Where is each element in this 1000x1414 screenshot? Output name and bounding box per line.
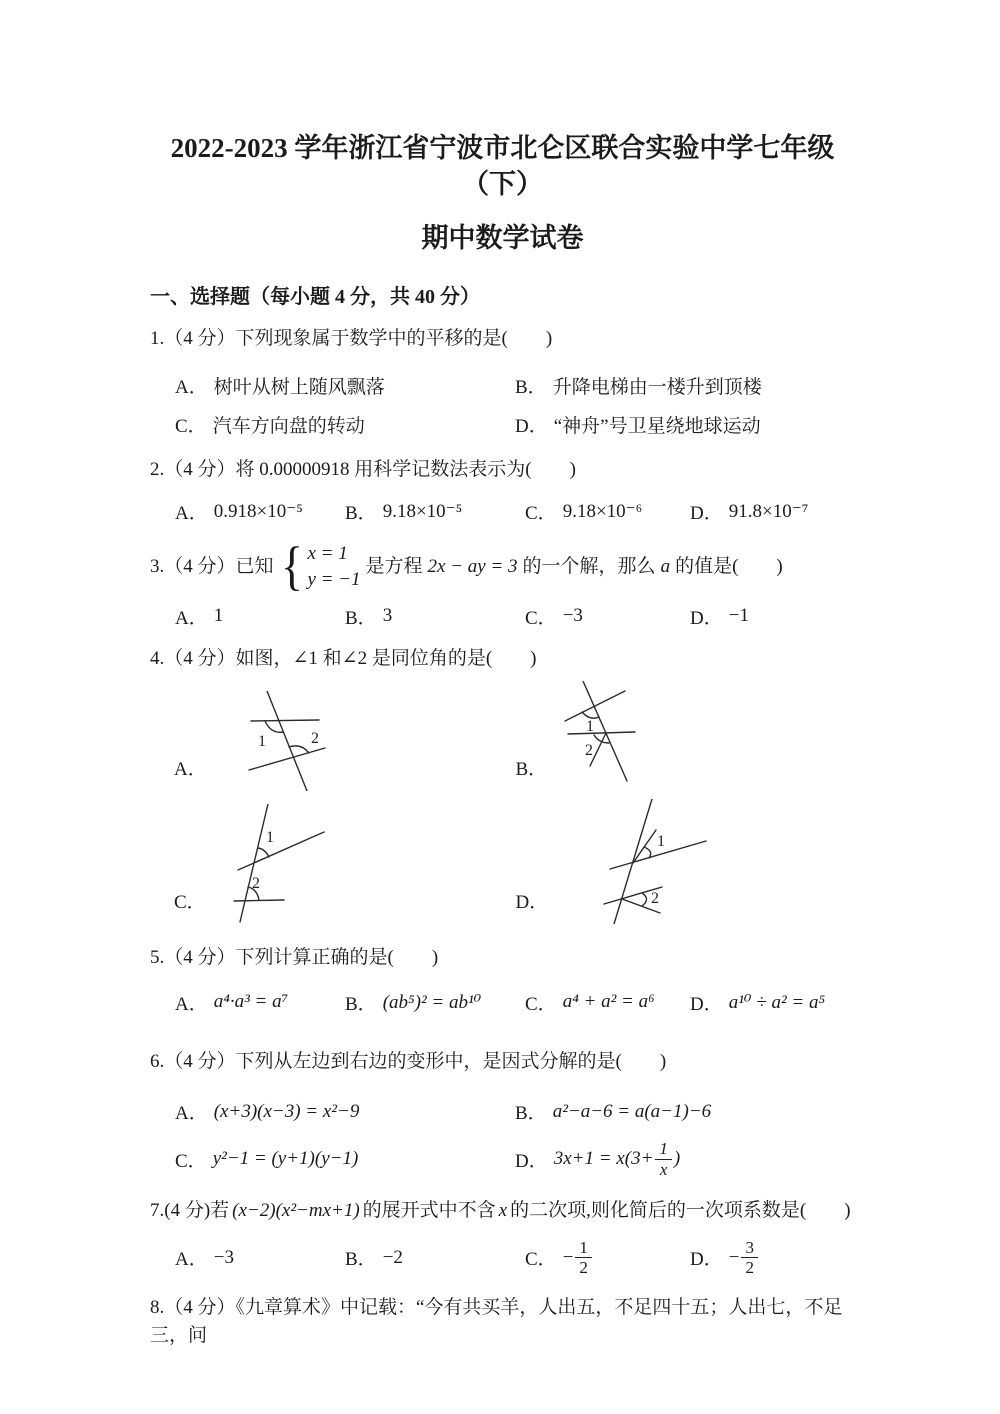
equation-system	[279, 536, 361, 596]
stem-variable: x	[498, 1200, 508, 1222]
option-text: “神舟”号卫星绕地球运动	[553, 415, 761, 437]
fraction-denominator: 2	[745, 1258, 754, 1278]
option-text: a¹⁰ ÷ a² = a⁵	[728, 991, 826, 1013]
angle-2-label: 2	[310, 730, 319, 748]
option-d	[515, 1139, 855, 1179]
option-c	[175, 1146, 515, 1173]
question-7-options	[150, 1238, 855, 1278]
fraction-numerator: 1	[655, 1139, 672, 1160]
minus-sign: −	[562, 1246, 574, 1268]
angle-1-label: 1	[265, 829, 274, 847]
option-text: 汽车方向盘的转动	[212, 415, 365, 437]
question-6	[150, 1048, 855, 1180]
question-5-options	[150, 989, 855, 1016]
minus-sign: −	[728, 1246, 740, 1268]
option-label: C．	[175, 1150, 207, 1172]
section-1-header: 一、选择题（每小题 4 分，共 40 分）	[150, 286, 480, 309]
fraction	[655, 1139, 672, 1179]
option-text: 升降电梯由一楼升到顶楼	[552, 376, 762, 398]
option-text: 9.18×10⁻⁵	[382, 501, 463, 523]
stem-formula: 2x − ay = 3	[427, 555, 518, 577]
question-4-figures-row-2	[150, 799, 855, 924]
angle-1-label: 1	[257, 733, 266, 751]
option-d	[690, 603, 749, 630]
figure-b-diagram	[553, 681, 723, 791]
option-label: D．	[690, 607, 723, 629]
option-label: C．	[525, 607, 557, 629]
option-d	[690, 1238, 760, 1278]
figure-d-diagram	[554, 799, 724, 924]
option-text: (x+3)(x−3) = x²−9	[213, 1100, 360, 1122]
figure-c-diagram	[212, 804, 362, 924]
question-2-stem: 2.（4 分）将 0.00000918 用科学记数法表示为( )	[150, 458, 576, 480]
question-3-stem	[150, 536, 855, 596]
angle-1-label: 1	[586, 718, 595, 736]
question-5	[150, 944, 855, 1016]
angle-2-label: 2	[651, 890, 660, 908]
question-2-options	[150, 498, 855, 525]
system-brace: {	[280, 536, 303, 596]
figure-label: C．	[174, 892, 206, 914]
angle-1-label: 1	[657, 833, 666, 851]
option-label: C．	[525, 503, 557, 525]
option-c	[525, 1238, 690, 1278]
option-label: C．	[525, 993, 557, 1015]
figure-a-diagram	[213, 691, 373, 791]
option-label: B．	[345, 607, 377, 629]
option-b	[345, 498, 525, 525]
angle-2-label: 2	[251, 875, 260, 893]
question-3-options	[150, 603, 855, 630]
option-label: A．	[175, 1249, 208, 1271]
fraction-denominator: 2	[579, 1258, 588, 1278]
option-text: 树叶从树上随风飘落	[213, 376, 385, 398]
option-a	[175, 989, 345, 1016]
option-c	[525, 989, 690, 1016]
option-label: B．	[345, 1249, 377, 1271]
figure-d	[514, 799, 856, 924]
stem-formula: (x−2)(x²−mx+1)	[232, 1200, 360, 1222]
stem-mid: 是方程	[365, 555, 423, 577]
question-4	[150, 645, 855, 925]
fraction-denominator: x	[659, 1159, 668, 1179]
question-4-figures-row-1	[150, 681, 855, 791]
question-1	[150, 325, 855, 438]
question-1-options-row-2	[150, 411, 855, 438]
option-text: −1	[728, 605, 749, 627]
option-d	[690, 498, 808, 525]
option-text: a⁴·a³ = a⁷	[213, 991, 289, 1013]
stem-prefix: 7.(4 分)若	[150, 1200, 230, 1222]
option-a	[175, 1244, 345, 1271]
option-b	[345, 1244, 525, 1271]
option-b	[345, 989, 525, 1016]
option-b	[515, 1098, 855, 1125]
stem-variable: a	[660, 555, 671, 577]
question-3	[150, 536, 855, 629]
fraction	[741, 1238, 758, 1278]
figure-b	[514, 681, 856, 791]
stem-prefix: 3.（4 分）已知	[150, 555, 274, 577]
option-a	[175, 1098, 515, 1125]
option-label: A．	[175, 607, 208, 629]
option-a	[175, 603, 345, 630]
option-label: B．	[345, 503, 377, 525]
option-label: A．	[175, 503, 208, 525]
fraction-numerator: 3	[741, 1238, 758, 1259]
option-label: B．	[345, 993, 377, 1015]
option-a	[175, 372, 515, 399]
question-6-options-row-2	[150, 1139, 855, 1179]
question-1-options-row-1	[150, 372, 855, 399]
question-5-stem: 5.（4 分）下列计算正确的是( )	[150, 947, 439, 969]
question-6-stem: 6.（4 分）下列从左边到右边的变形中，是因式分解的是( )	[150, 1050, 667, 1072]
option-text: −3	[213, 1246, 234, 1268]
option-label: C．	[175, 415, 207, 437]
option-text: 3	[382, 605, 393, 627]
figure-label: B．	[515, 759, 548, 781]
option-text: 9.18×10⁻⁶	[562, 501, 643, 523]
option-label: B．	[515, 1103, 547, 1125]
option-text: a²−a−6 = a(a−1)−6	[552, 1100, 712, 1122]
option-label: C．	[525, 1249, 557, 1271]
figure-label: D．	[515, 892, 549, 914]
option-a	[175, 498, 345, 525]
angle-2-label: 2	[585, 742, 594, 760]
option-text: (ab⁵)² = ab¹⁰	[382, 991, 482, 1013]
figure-c	[172, 799, 514, 924]
option-text-prefix: 3x+1 = x(3+	[553, 1148, 654, 1170]
question-7	[150, 1197, 855, 1278]
question-6-options-row-1	[150, 1098, 855, 1125]
option-text: 1	[213, 605, 224, 627]
figure-a	[172, 681, 514, 791]
option-d	[515, 411, 855, 438]
stem-suffix: 的值是( )	[675, 555, 783, 577]
option-text: −3	[562, 605, 583, 627]
question-8	[150, 1294, 855, 1351]
option-b	[515, 372, 855, 399]
option-text: −2	[382, 1246, 403, 1268]
question-2	[150, 456, 855, 526]
option-label: D．	[690, 503, 723, 525]
stem-mid: 的一个解，那么	[522, 555, 656, 577]
figure-label: A．	[174, 759, 207, 781]
question-7-stem	[150, 1197, 855, 1226]
option-text: a⁴ + a² = a⁶	[562, 991, 655, 1013]
system-equation-bottom: y = −1	[307, 568, 361, 590]
option-label: A．	[175, 993, 208, 1015]
option-text: 0.918×10⁻⁵	[213, 501, 303, 523]
exam-title-line1: 2022-2023 学年浙江省宁波市北仑区联合实验中学七年级（下）	[170, 133, 835, 200]
option-c	[175, 411, 515, 438]
option-label: D．	[515, 1150, 548, 1172]
system-equations	[307, 541, 360, 592]
option-c	[525, 498, 690, 525]
fraction-numerator: 1	[575, 1238, 592, 1259]
stem-suffix: 的二次项,则化简后的一次项系数是( )	[510, 1200, 851, 1222]
option-text: y²−1 = (y+1)(y−1)	[212, 1148, 359, 1170]
system-equation-top: x = 1	[307, 543, 348, 565]
option-label: D．	[690, 993, 723, 1015]
question-4-stem: 4.（4 分）如图，∠1 和∠2 是同位角的是( )	[150, 647, 537, 669]
option-text: 91.8×10⁻⁷	[728, 501, 809, 523]
option-b	[345, 603, 525, 630]
option-label: D．	[690, 1249, 723, 1271]
question-8-stem: 8.（4 分）《九章算术》中记载：“今有共买羊，人出五，不足四十五；人出七，不足三，问	[150, 1296, 843, 1347]
stem-mid: 的展开式中不含	[362, 1200, 496, 1222]
option-label: B．	[515, 376, 547, 398]
option-label: A．	[175, 376, 208, 398]
option-label: D．	[515, 415, 548, 437]
exam-title-line2: 期中数学试卷	[421, 222, 584, 253]
fraction	[575, 1238, 592, 1278]
option-d	[690, 989, 825, 1016]
question-1-stem: 1.（4 分）下列现象属于数学中的平移的是( )	[150, 328, 553, 350]
option-label: A．	[175, 1103, 208, 1125]
option-c	[525, 603, 690, 630]
option-text-suffix: )	[673, 1148, 681, 1170]
